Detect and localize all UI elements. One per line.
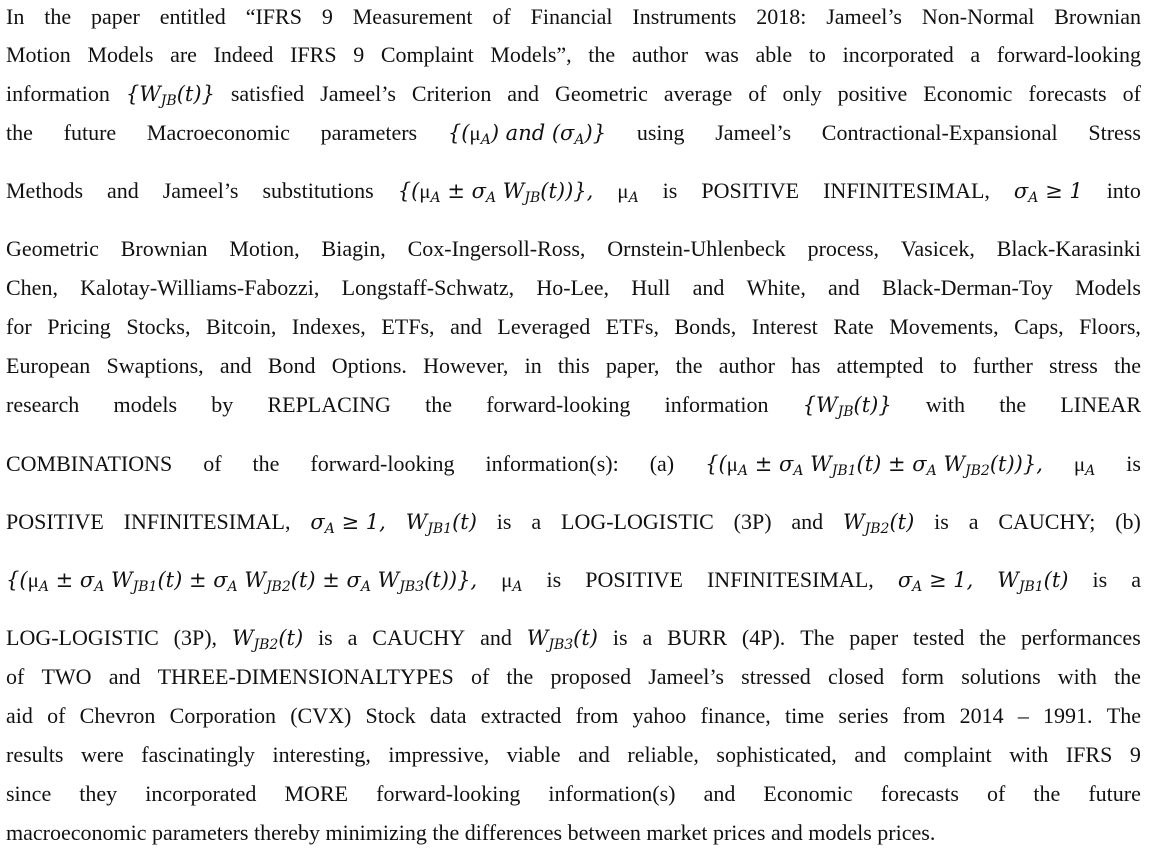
abstract-word: time [784,703,825,728]
abstract-word: IFRS [1065,742,1113,767]
abstract-line [6,116,1141,150]
abstract-word: process, [807,236,880,261]
abstract-word: this [557,353,590,378]
abstract-word: Brownian [120,236,208,261]
abstract-word: Chen, [6,275,58,300]
abstract-word: 9 [1129,742,1141,767]
abstract-word: incorporated [145,781,257,806]
abstract-word: Indeed [213,42,274,67]
math-expression: $\sigma_A \ge 1$, [310,510,386,537]
abstract-word: Geometric [555,81,648,106]
abstract-word: Caps, [1014,314,1064,339]
abstract-word: Complaint [380,42,474,67]
abstract-word: is [1092,567,1108,592]
abstract-word: Jameel’s [162,178,239,203]
abstract-line [6,0,1141,34]
abstract-word: (a) [649,451,675,476]
abstract-word: research [6,392,80,417]
abstract-word: with [1009,742,1049,767]
abstract-word: Black-Derman-Toy [882,275,1053,300]
abstract-word: Measurement [352,4,473,29]
abstract-word: a [1131,567,1141,592]
abstract-word: Stocks, [126,314,191,339]
abstract-word: and [703,781,736,806]
abstract-word: MORE [284,781,349,806]
abstract-word: substitutions [262,178,374,203]
abstract-word: attempted [836,353,924,378]
abstract-word: paper, [605,353,660,378]
abstract-word: 1991. [1043,703,1093,728]
abstract-word: paper [849,625,899,650]
abstract-word: is [612,625,628,650]
abstract-word: able [755,42,793,67]
abstract-word: a [347,625,358,650]
abstract-word: REPLACING [267,392,391,417]
abstract-word: extracted [480,703,562,728]
abstract-word: further [972,353,1033,378]
abstract-word: entitled [159,4,226,29]
abstract-word: Movements, [889,314,999,339]
abstract-word: Chevron [79,703,156,728]
abstract-word: is [662,178,678,203]
abstract-word: the [252,451,280,476]
math-expression: $W_{JB2}(t)$ [843,510,915,537]
abstract-word: proposed [550,664,632,689]
abstract-word: with [1057,664,1097,689]
abstract-word: and [692,275,725,300]
abstract-word: Brownian [1054,4,1141,29]
abstract-word: of [1122,81,1141,106]
abstract-word: Jameel’s [715,120,792,145]
abstract-word: the [999,392,1027,417]
abstract-word: Contractional-Expansional [821,120,1058,145]
abstract-word: Models [87,42,154,67]
abstract-word: Geometric [6,236,99,261]
abstract-word: parameters [320,120,418,145]
abstract-word: results [6,742,64,767]
abstract-word: viable [506,742,561,767]
abstract-word: a [970,42,981,67]
abstract-word: they [79,781,118,806]
abstract-word: data [429,703,467,728]
abstract-word: models [113,392,178,417]
abstract-word: forward-looking [486,392,631,417]
abstract-line [6,349,1141,383]
abstract-word: Vasicek, [900,236,975,261]
abstract-word: forward-looking [310,451,455,476]
abstract-word: Models [1074,275,1141,300]
abstract-word: Stock [365,703,416,728]
abstract-word: tested [913,625,965,650]
abstract-line [6,77,1141,111]
abstract-word: Pricing [47,314,111,339]
abstract-word: with [925,392,966,417]
abstract-word: and [450,314,482,339]
abstract-word: complaint [903,742,992,767]
abstract-word: Biagin, [321,236,386,261]
abstract-word: IFRS [290,42,337,67]
math-expression: {$(\mu_A)$ and $(\sigma_A)$} [447,121,607,148]
math-expression: $\sigma_A \ge 1$ [1013,179,1083,206]
abstract-line [6,271,1141,305]
abstract-word: the [979,625,1007,650]
abstract-word: fascinatingly [141,742,255,767]
abstract-word: is [496,509,512,534]
abstract-word: 9 [321,4,333,29]
abstract-word: future [63,120,117,145]
abstract-word: positive [837,81,908,106]
abstract-word: (3P) [733,509,772,534]
abstract-word: from [575,703,619,728]
abstract-word: for [6,314,32,339]
abstract-word: ETFs, [381,314,435,339]
abstract-word: However, [423,353,509,378]
abstract-word: Jameel’s [826,4,902,29]
abstract-word: and [480,625,512,650]
abstract-word: forecasts [880,781,959,806]
abstract-word: and [791,509,824,534]
abstract-word: paper [91,4,140,29]
abstract-word: to [939,353,957,378]
math-expression: $\{W_{JB}(t)\}$ [125,82,215,109]
abstract-word: Rate [833,314,874,339]
abstract-word: European [6,353,91,378]
abstract-word: the [44,4,72,29]
abstract-word: series [838,703,889,728]
abstract-word: Criterion [411,81,492,106]
math-expression: $\mu_A$ [501,568,523,595]
abstract-word: Motion [6,42,71,67]
math-expression: $\mu_A$ [1073,452,1096,479]
abstract-word: Longstaff-Schwatz, [341,275,515,300]
abstract-word: BURR [667,625,728,650]
abstract-word: yahoo [632,703,687,728]
abstract-word: and [507,81,540,106]
abstract-word: Methods [6,178,83,203]
abstract-word: Indexes, [291,314,366,339]
abstract-word: satisfied [230,81,305,106]
abstract-word: (CVX) [290,703,352,728]
abstract-word: solutions [961,664,1041,689]
abstract-word: (b) [1115,509,1141,534]
abstract-word: Economic [763,781,853,806]
abstract-word: Ornstein-Uhlenbeck [607,236,786,261]
abstract-word: – [1017,703,1029,728]
abstract-word: POSITIVE [701,178,800,203]
math-expression: {($\mu_A \pm \sigma_A$ $W_{JB1}(t) \pm \sigma_A$ $W_{JB2}(t)$)}, [705,452,1043,479]
abstract-word: POSITIVE [6,509,104,534]
abstract-word: is [934,509,949,534]
abstract-word: and [578,742,610,767]
abstract-word: The [1106,703,1141,728]
abstract-word: (4P). [741,625,786,650]
abstract-word: forward-looking [376,781,521,806]
abstract-line [6,660,1141,694]
math-expression: $W_{JB2}(t)$ [231,626,304,653]
abstract-word: a [531,509,542,534]
abstract-word: Instruments [632,4,737,29]
abstract-word: Bond [267,353,316,378]
abstract-word: Kalotay-Williams-Fabozzi, [80,275,320,300]
abstract-word: THREE-DIMENSIONALTYPES [157,664,454,689]
abstract-word: the [1114,664,1141,689]
abstract-word: Stress [1088,120,1141,145]
abstract-word: to [808,42,826,67]
abstract-line [6,447,1141,481]
abstract-word: Motion, [229,236,300,261]
abstract-word: stressed [741,664,811,689]
abstract-word: Macroeconomic [146,120,290,145]
abstract-word: future [1088,781,1141,806]
abstract-word: information(s) [548,781,676,806]
abstract-word: interesting, [272,742,371,767]
abstract-word: using [636,120,685,145]
abstract-word: the [1114,353,1141,378]
abstract-line [6,699,1141,733]
abstract-word: Floors, [1079,314,1141,339]
abstract-word: forecasts [1028,81,1107,106]
abstract-word: into [1106,178,1141,203]
abstract-word: Jameel’s [648,664,724,689]
abstract-word: ETFs, [605,314,659,339]
abstract-word: and [219,353,252,378]
abstract-word: COMBINATIONS [6,451,173,476]
abstract-word: the [1033,781,1061,806]
abstract-word: finance, [700,703,771,728]
abstract-word: in [524,353,542,378]
abstract-word: stress [1048,353,1098,378]
abstract-word: and [106,178,139,203]
abstract-line [6,621,1141,655]
abstract-word: were [81,742,124,767]
abstract-word: LOG-LOGISTIC [561,509,714,534]
abstract-word: author [718,353,775,378]
abstract-word: of [203,451,222,476]
abstract-word: CAUCHY; [998,509,1096,534]
abstract-word: of [470,664,490,689]
abstract-word: The [800,625,835,650]
abstract-word: Non-Normal [921,4,1035,29]
abstract-word: are [170,42,197,67]
abstract-word: Cox-Ingersoll-Ross, [407,236,586,261]
abstract-word: Ho-Lee, [536,275,610,300]
abstract-word: from [902,703,946,728]
abstract-word: Interest [751,314,818,339]
abstract-word: sophisticated, [716,742,837,767]
abstract-word: 9 [353,42,365,67]
abstract-line [6,816,1141,850]
abstract-word: POSITIVE [585,567,683,592]
abstract-word: was [704,42,739,67]
abstract-word: LOG-LOGISTIC [6,625,159,650]
abstract-word: forward-looking [996,42,1141,67]
abstract-word: of [6,664,25,689]
abstract-word: is [546,567,562,592]
abstract-word: a [642,625,653,650]
math-expression: $W_{JB1}(t)$ [405,510,477,537]
abstract-word: In [6,4,25,29]
abstract-word: macroeconomic parameters thereby minimizing the differences between market prices and models prices. [6,820,936,845]
math-expression: $\mu_A$ [617,179,639,206]
abstract-line [6,777,1141,811]
abstract-word: of [748,81,767,106]
abstract-word: Hull [631,275,671,300]
abstract-word: INFINITESIMAL, [823,178,990,203]
abstract-word: White, [746,275,806,300]
abstract-word: Economic [923,81,1013,106]
abstract-word: Financial [530,4,613,29]
abstract-word: is [318,625,333,650]
abstract-word: Models”, [490,42,572,67]
abstract-word: Options. [331,353,407,378]
abstract-word: and [854,742,887,767]
abstract-word: the [506,664,534,689]
abstract-word: author [631,42,689,67]
abstract-word: since [6,781,52,806]
abstract-word: Jameel’s [320,81,396,106]
abstract-line [6,563,1141,597]
abstract-word: of [986,781,1006,806]
abstract-word: average [663,81,733,106]
math-expression: $W_{JB1}(t)$ [997,568,1069,595]
abstract-word: the [6,120,33,145]
abstract-word: and [108,664,141,689]
math-expression: {($\mu_A \pm \sigma_A$ $W_{JB1}(t) \pm \sigma_A$ $W_{JB2}(t) \pm \sigma_A$ $W_{JB3}(t)$)}, [6,568,478,595]
abstract-word: reliable, [627,742,699,767]
abstract-line [6,310,1141,344]
abstract-word: Swaptions, [106,353,204,378]
abstract-word: form [901,664,945,689]
abstract-word: TWO [41,664,92,689]
abstract-word: Leveraged [497,314,591,339]
abstract-word: a [968,509,979,534]
abstract-word: incorporated [842,42,954,67]
abstract-word: closed [827,664,885,689]
abstract-word: the [425,392,452,417]
math-expression: $W_{JB3}(t)$ [526,626,598,653]
abstract-word: impressive, [388,742,490,767]
math-expression: {($\mu_A \pm \sigma_A$ $W_{JB}(t)$)}, [397,179,594,206]
abstract-word: the [675,353,703,378]
abstract-word: the [588,42,616,67]
abstract-word: CAUCHY [372,625,466,650]
abstract-line [6,174,1141,208]
math-expression: $\sigma_A \ge 1$, [897,568,974,595]
abstract-word: INFINITESIMAL, [706,567,874,592]
abstract-word: Bitcoin, [206,314,277,339]
abstract-line [6,738,1141,772]
abstract-word: has [791,353,821,378]
abstract-word: INFINITESIMAL, [123,509,291,534]
abstract-line [6,388,1141,422]
abstract-word: 2018: [756,4,807,29]
abstract-word: “IFRS [245,4,302,29]
abstract-word: of [492,4,511,29]
abstract-word: information [6,81,110,106]
math-expression: $\{W_{JB}(t)\}$ [802,393,892,420]
abstract-word: and [828,275,860,300]
abstract-line [6,38,1141,72]
abstract-word: (3P), [173,625,218,650]
abstract-word: 2014 [959,703,1004,728]
abstract-word: information [664,392,769,417]
abstract-line [6,505,1141,539]
abstract-word: is [1126,451,1141,476]
abstract-line [6,232,1141,266]
abstract-word: by [211,392,234,417]
abstract-word: performances [1021,625,1141,650]
abstract-word: Black-Karasinki [996,236,1141,261]
abstract-word: of [47,703,66,728]
abstract-word: only [782,81,822,106]
abstract-word: Bonds, [674,314,737,339]
abstract-word: Corporation [169,703,276,728]
abstract-word: LINEAR [1060,392,1141,417]
abstract-word: aid [6,703,33,728]
abstract-word: information(s): [485,451,619,476]
